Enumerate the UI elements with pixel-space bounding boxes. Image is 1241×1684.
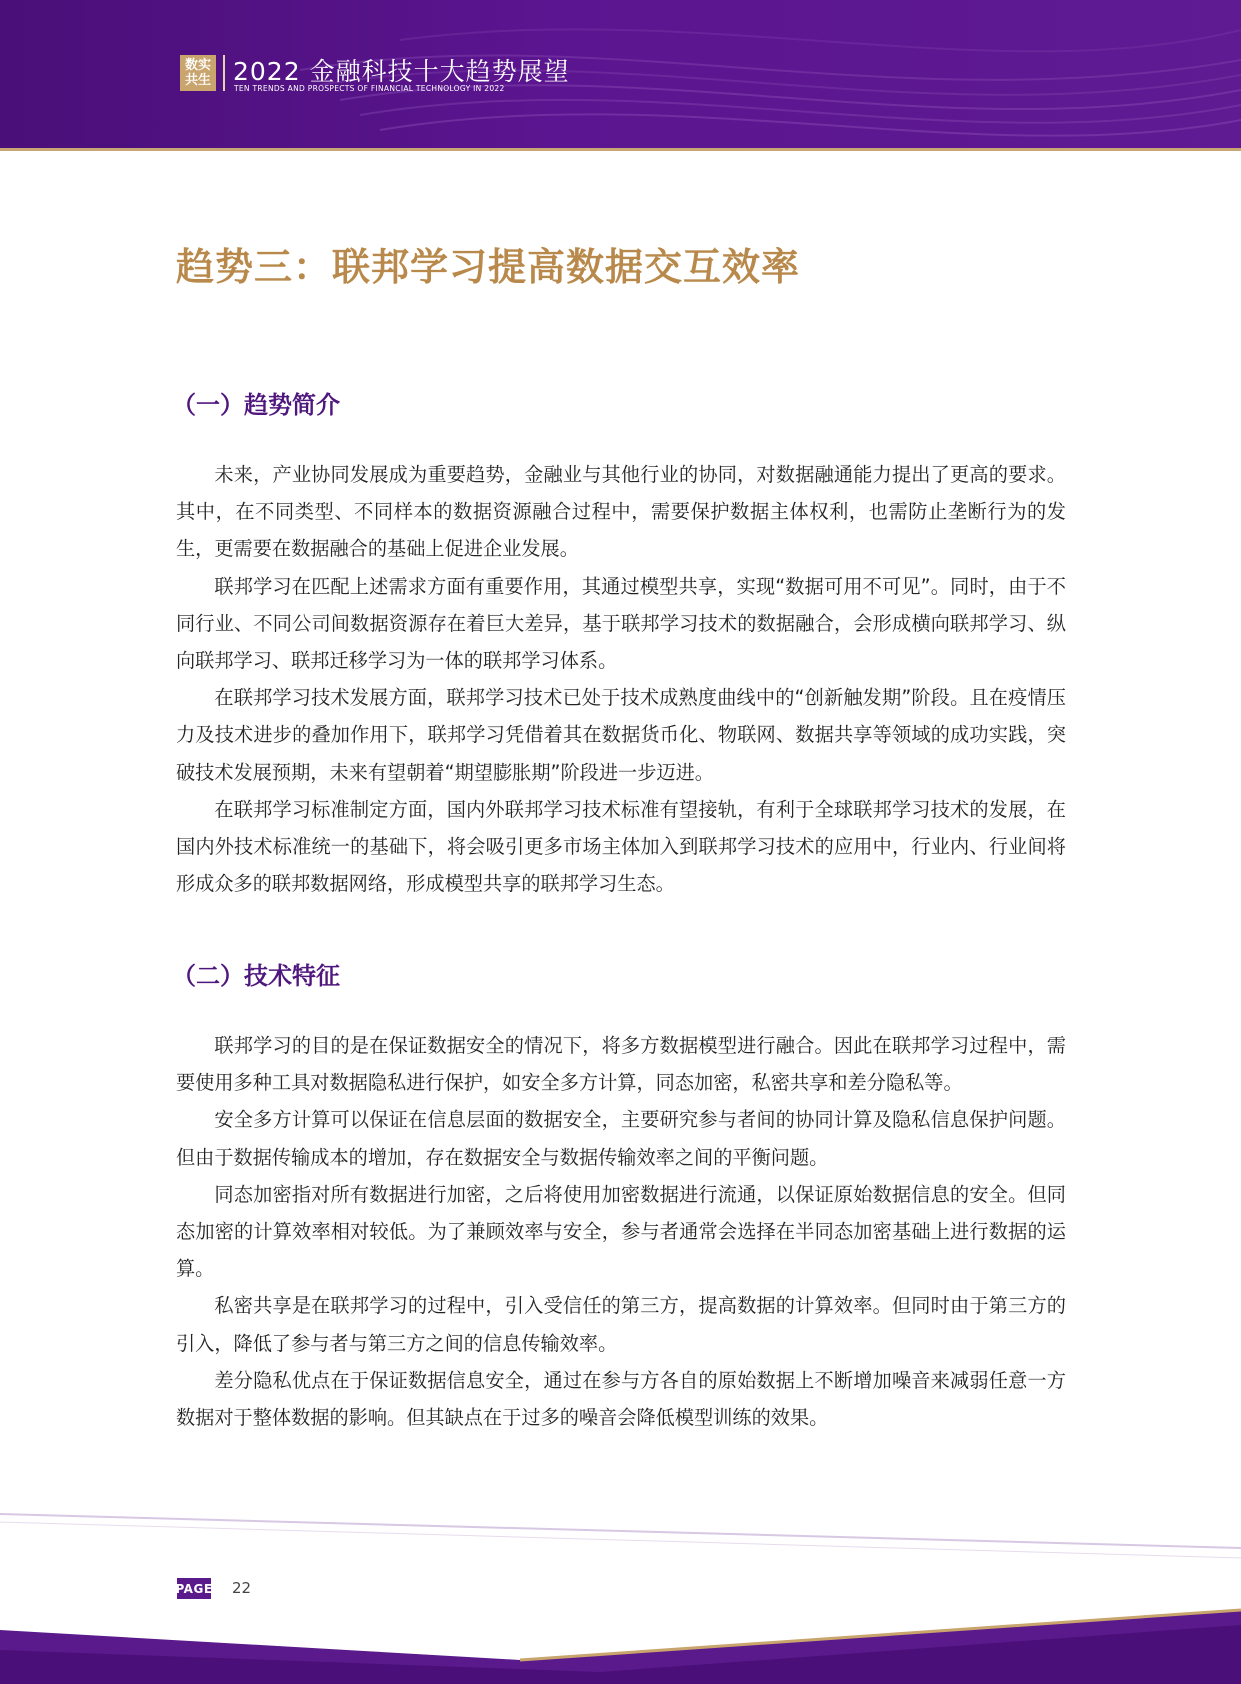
paragraph: 联邦学习在匹配上述需求方面有重要作用，其通过模型共享，实现“数据可用不可见”。同时，由于不同行业、不同公司间数据资源存在着巨大差异，基于联邦学习技术的数据融合，会形成横向联邦学习、纵向联邦学习、联邦迁移学习为一体的联邦学习体系。 <box>176 574 1066 673</box>
paragraph: 私密共享是在联邦学习的过程中，引入受信任的第三方，提高数据的计算效率。但同时由于第三方的引入，降低了参与者与第三方之间的信息传输效率。 <box>176 1294 1066 1355</box>
header-logo <box>180 55 216 91</box>
section-heading-features: （二）技术特征 <box>172 962 340 990</box>
page-number: 22 <box>232 1579 252 1597</box>
header-gold-line <box>0 148 1241 151</box>
section-heading-intro: （一）趋势简介 <box>172 391 340 419</box>
paragraph: 差分隐私优点在于保证数据信息安全，通过在参与方各自的原始数据上不断增加噪音来减弱任意一方数据对于整体数据的影响。但其缺点在于过多的噪音会降低模型训练的效果。 <box>176 1368 1066 1430</box>
page-label-badge: PAGE <box>177 1578 211 1599</box>
paragraph: 未来，产业协同发展成为重要趋势，金融业与其他行业的协同，对数据融通能力提出了更高的要求。其中，在不同类型、不同样本的数据资源融合过程中，需要保护数据主体权利，也需防止垄断行为的发生，更需要在数据融合的基础上促进企业发展。 <box>176 463 1066 561</box>
paragraph: 在联邦学习技术发展方面，联邦学习技术已处于技术成熟度曲线中的“创新触发期”阶段。且在疫情压力及技术进步的叠加作用下，联邦学习凭借着其在数据货币化、物联网、数据共享等领域的成功实践，突破技术发展预期，未来有望朝着“期望膨胀期”阶段进一步迈进。 <box>176 686 1066 784</box>
section-body-features <box>176 1027 1066 1436</box>
header-divider <box>223 55 225 91</box>
paragraph: 安全多方计算可以保证在信息层面的数据安全，主要研究参与者间的协同计算及隐私信息保护问题。但由于数据传输成本的增加，存在数据安全与数据传输效率之间的平衡问题。 <box>176 1108 1066 1169</box>
header-title: 2022 金融科技十大趋势展望 <box>233 57 570 86</box>
header-subtitle: TEN TRENDS AND PROSPECTS OF FINANCIAL TECHNOLOGY IN 2022 <box>234 84 505 93</box>
paragraph: 同态加密指对所有数据进行加密，之后将使用加密数据进行流通，以保证原始数据信息的安全。但同态加密的计算效率相对较低。为了兼顾效率与安全，参与者通常会选择在半同态加密基础上进行数据的运算。 <box>176 1182 1066 1281</box>
page-title: 趋势三：联邦学习提高数据交互效率 <box>176 245 801 289</box>
header-logo-text: 数实共生 <box>184 58 211 88</box>
page-header <box>0 0 1241 148</box>
section-body-intro <box>176 456 1066 902</box>
paragraph: 在联邦学习标准制定方面，国内外联邦学习技术标准有望接轨，有利于全球联邦学习技术的发展，在国内外技术标准统一的基础下，将会吸引更多市场主体加入到联邦学习技术的应用中，行业内、行业间将形成众多的联邦数据网络，形成模型共享的联邦学习生态。 <box>176 797 1066 896</box>
paragraph: 联邦学习的目的是在保证数据安全的情况下，将多方数据模型进行融合。因此在联邦学习过程中，需要使用多种工具对数据隐私进行保护，如安全多方计算，同态加密，私密共享和差分隐私等。 <box>176 1034 1066 1095</box>
